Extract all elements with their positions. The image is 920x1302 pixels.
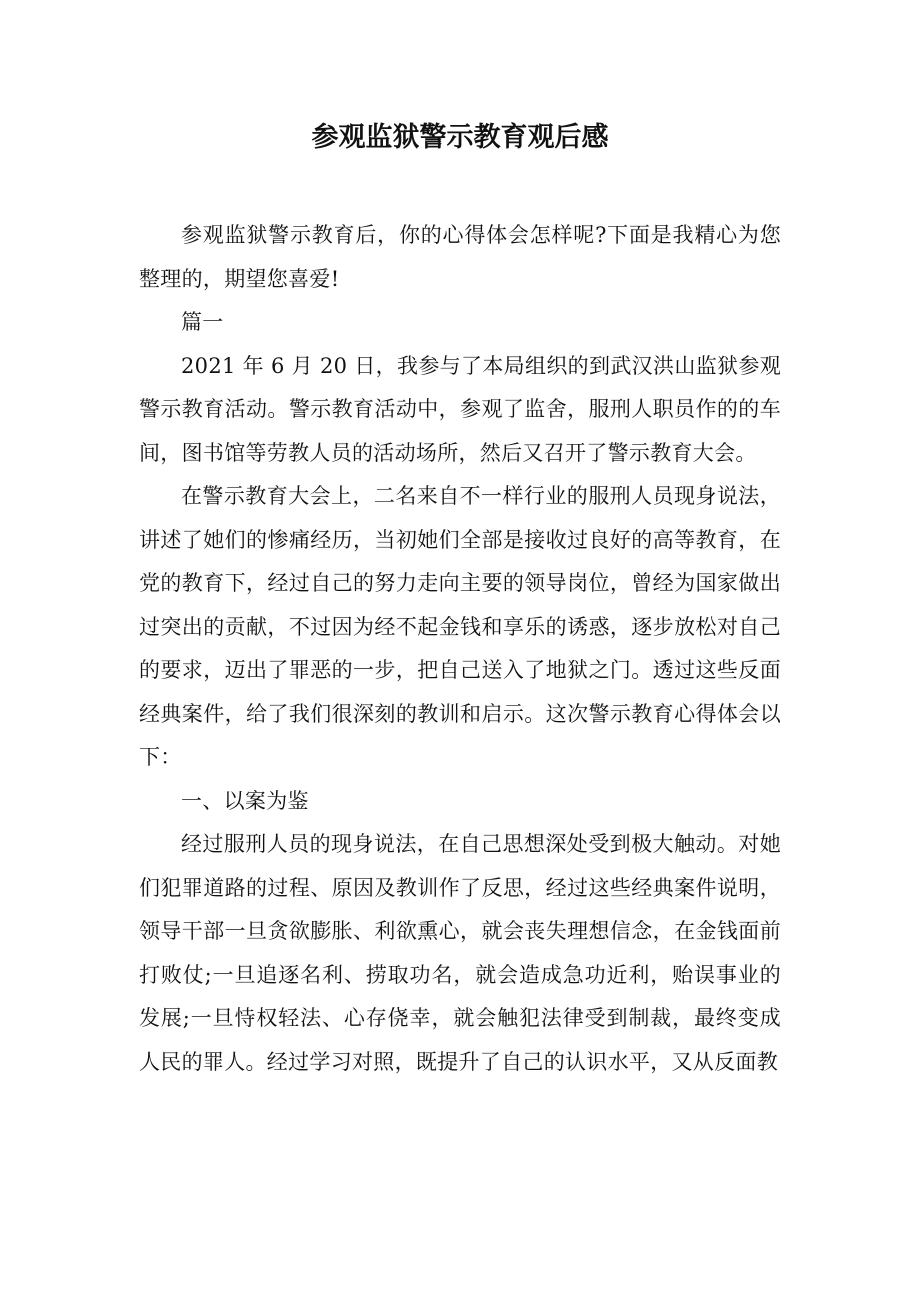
meeting-paragraph: 在警示教育大会上，二名来自不一样行业的服刑人员现身说法，讲述了她们的惨痛经历，当初她们全部是接收过良好的高等教育，在党的教育下，经过自己的努力走向主要的领导岗位，曾经为国家做出过突出的贡献，不过因为经不起金钱和享乐的诱惑，逐步放松对自己的要求，迈出了罪恶的一步，把自己送入了地狱之门。透过这些反面经典案件，给了我们很深刻的教训和启示。这次警示教育心得体会以下： [139,484,781,769]
document-title: 参观监狱警示教育观后感 [311,122,609,153]
event-paragraph: 2021 年 6 月 20 日，我参与了本局组织的到武汉洪山监狱参观警示教育活动。警示教育活动中，参观了监舍，服刑人职员作的的车间，图书馆等劳教人员的活动场所，然后又召开了警示教育大会。 [139,353,781,465]
intro-paragraph: 参观监狱警示教育后，你的心得体会怎样呢?下面是我精心为您整理的，期望您喜爱! [139,223,781,291]
section-heading-part-one: 篇一 [181,310,224,334]
reflection-paragraph: 经过服刑人员的现身说法，在自己思想深处受到极大触动。对她们犯罪道路的过程、原因及教训作了反思，经过这些经典案件说明，领导干部一旦贪欲膨胀、利欲熏心，就会丧失理想信念，在金钱面前打败仗;一旦追逐名利、捞取功名，就会造成急功近利，贻误事业的发展;一旦恃权轻法、心存侥幸，就会触犯法律受到制裁，最终变成人民的罪人。经过学习对照，既提升了自己的认识水平，又从反面教 [139,832,781,1074]
document-body [139,214,781,1084]
subheading-lesson-one: 一、以案为鉴 [181,788,309,813]
